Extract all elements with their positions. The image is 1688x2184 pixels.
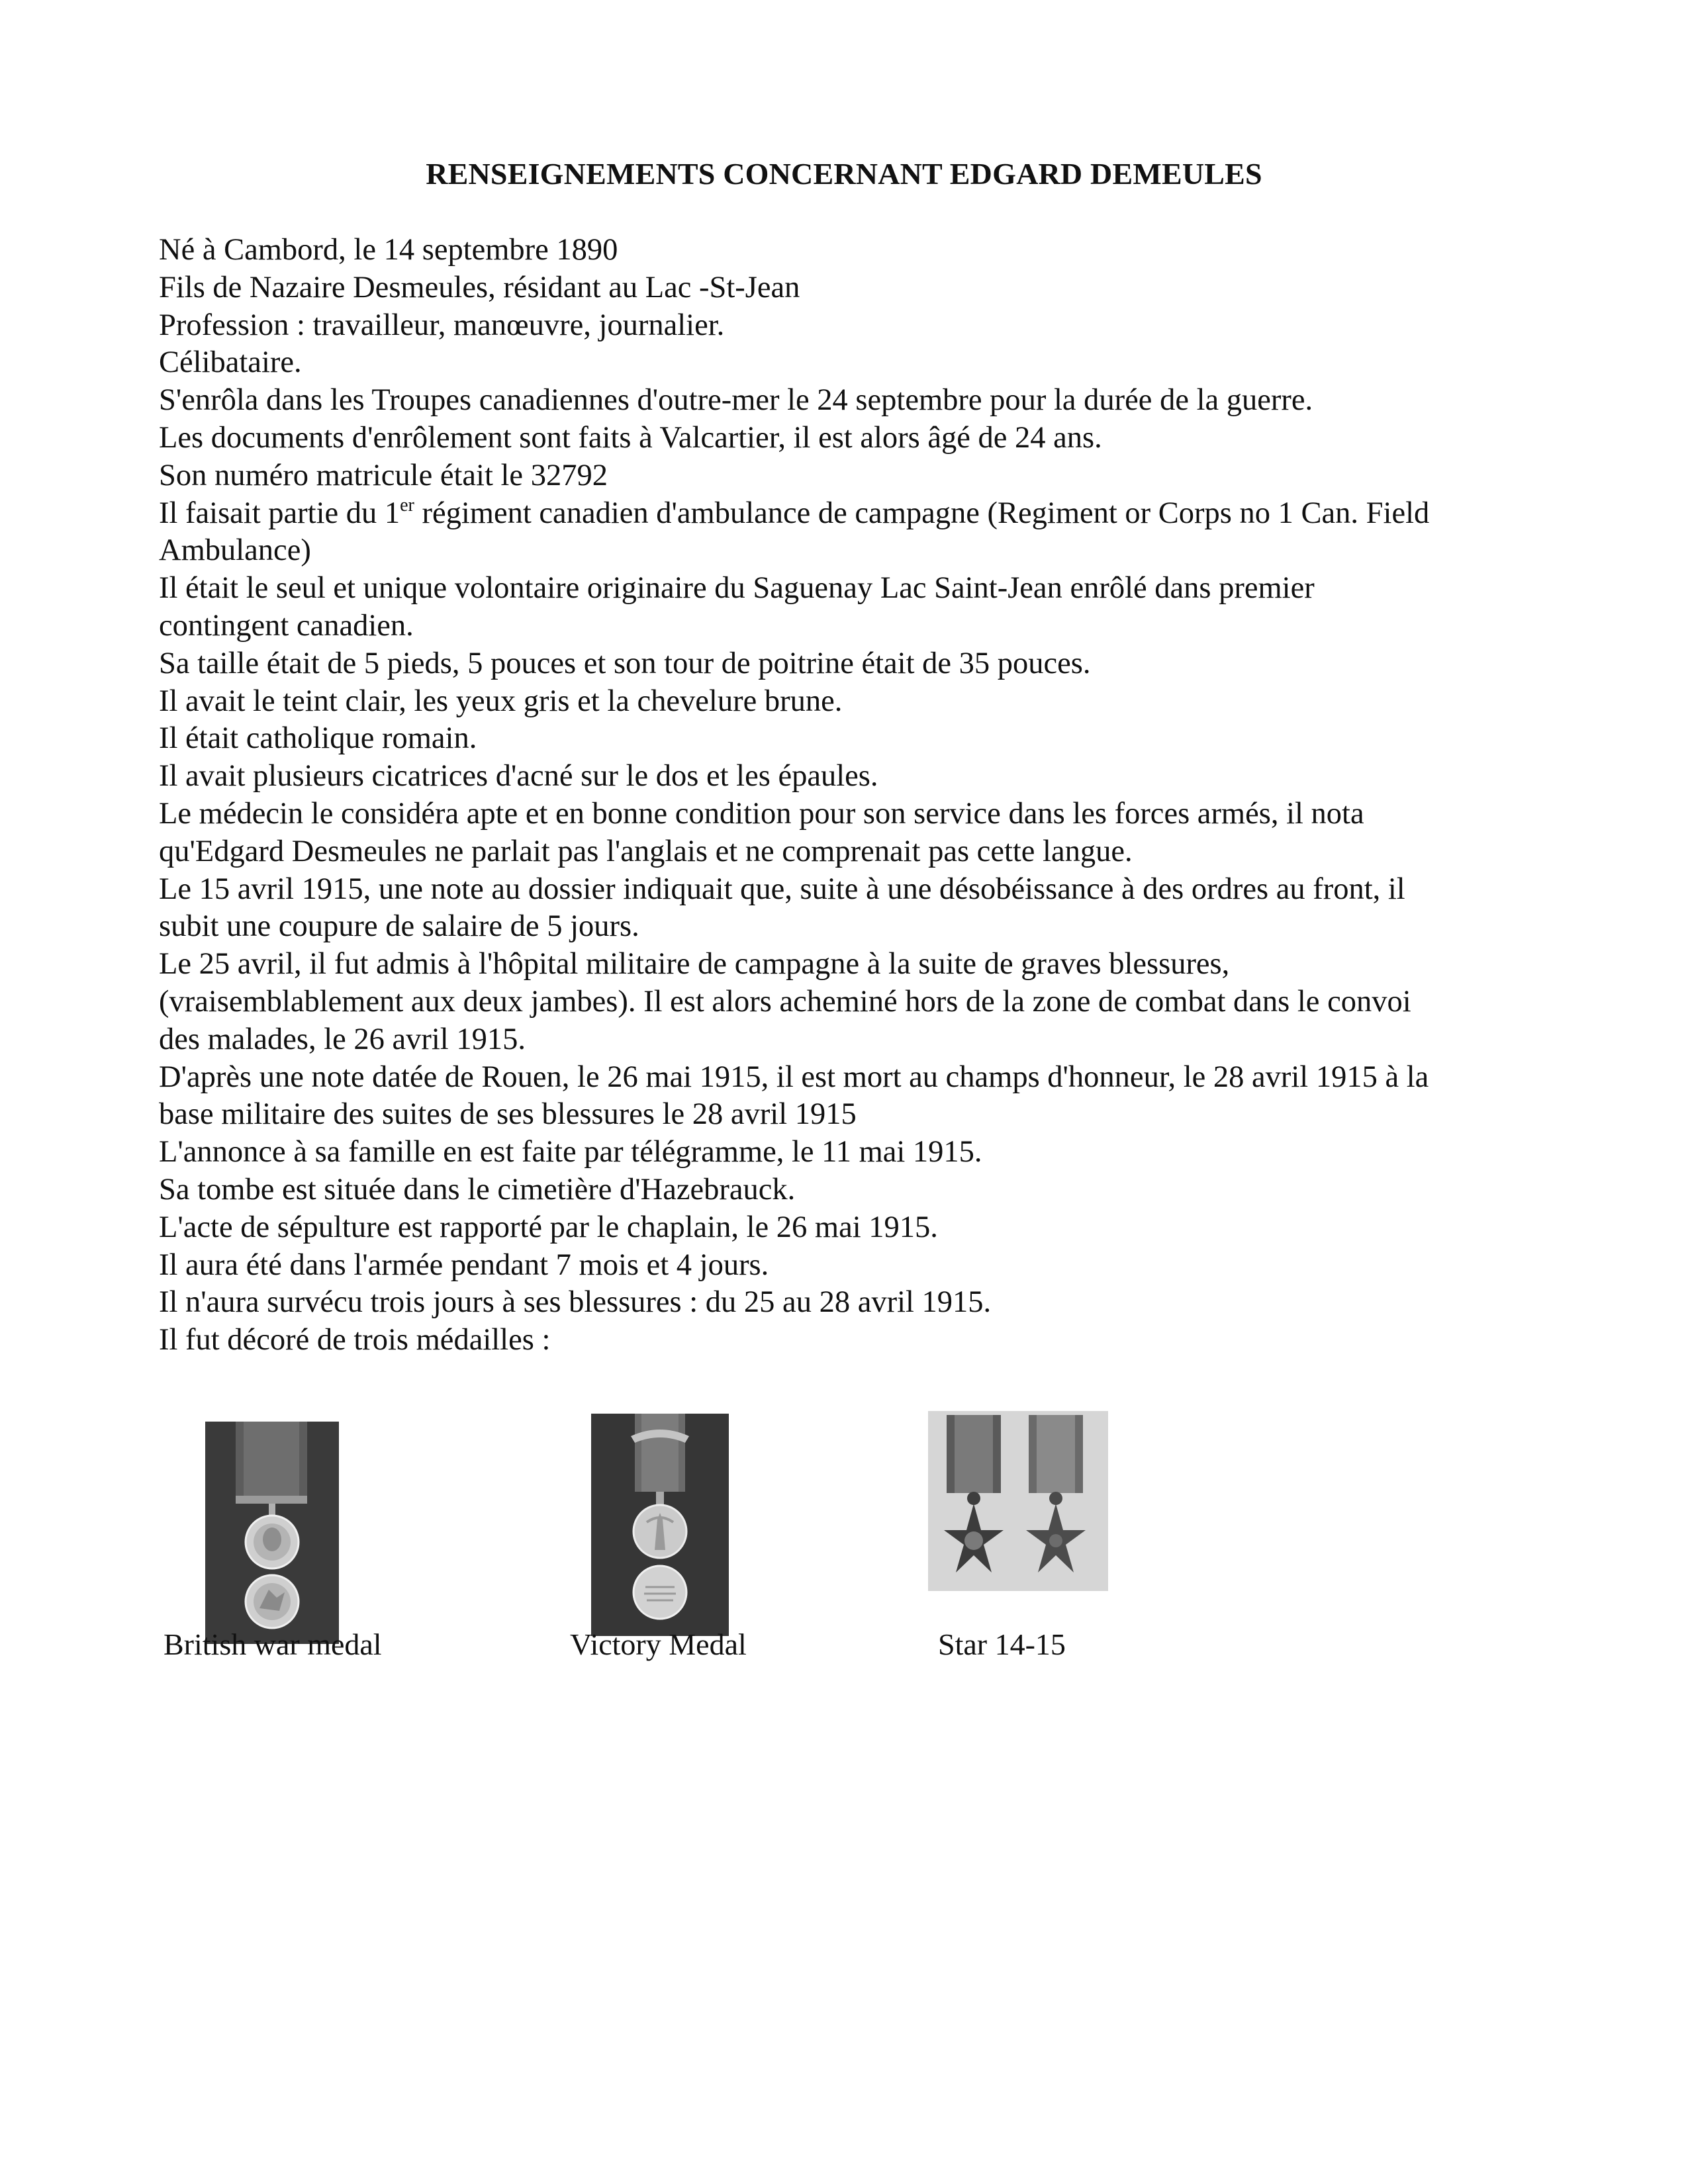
- star-1914-15-caption: Star 14-15: [938, 1627, 1066, 1661]
- text-line: base militaire des suites de ses blessures le 28 avril 1915: [159, 1097, 857, 1132]
- star-1914-15-icon: [928, 1411, 1108, 1591]
- text-line: Fils de Nazaire Desmeules, résidant au Lac -St-Jean: [159, 270, 800, 304]
- text-line: contingent canadien.: [159, 608, 414, 643]
- text-line: Il fut décoré de trois médailles :: [159, 1323, 551, 1357]
- text-line: Le 25 avril, il fut admis à l'hôpital militaire de campagne à la suite de graves blessures,: [159, 947, 1230, 981]
- text-line: Sa taille était de 5 pieds, 5 pouces et son tour de poitrine était de 35 pouces.: [159, 646, 1091, 680]
- text-line: Célibataire.: [159, 345, 302, 380]
- text-line: des malades, le 26 avril 1915.: [159, 1022, 526, 1056]
- text-line: Il avait plusieurs cicatrices d'acné sur le dos et les épaules.: [159, 759, 878, 794]
- document-title: RENSEIGNEMENTS CONCERNANT EDGARD DEMEULES: [426, 157, 1262, 191]
- text-line: Il aura été dans l'armée pendant 7 mois et 4 jours.: [159, 1248, 769, 1282]
- victory-medal-icon: [591, 1414, 729, 1636]
- text-line: Le 15 avril 1915, une note au dossier indiquait que, suite à une désobéissance à des ordres au front, il: [159, 872, 1405, 906]
- text-line: subit une coupure de salaire de 5 jours.: [159, 909, 639, 944]
- british-war-medal-caption: British war medal: [164, 1627, 382, 1661]
- text-line: L'acte de sépulture est rapporté par le chaplain, le 26 mai 1915.: [159, 1210, 938, 1244]
- text-line: Les documents d'enrôlement sont faits à Valcartier, il est alors âgé de 24 ans.: [159, 420, 1102, 455]
- text-line: Ambulance): [159, 533, 311, 568]
- text-line: Son numéro matricule était le 32792: [159, 458, 608, 492]
- victory-medal-caption: Victory Medal: [570, 1627, 747, 1661]
- ordinal-superscript: er: [400, 494, 414, 516]
- text-line: S'enrôla dans les Troupes canadiennes d'outre-mer le 24 septembre pour la durée de la guerre.: [159, 383, 1313, 418]
- text-line-regiment: [159, 495, 1549, 533]
- regiment-text-end: régiment canadien d'ambulance de campagne (Regiment or Corps no 1 Can. Field: [414, 496, 1430, 530]
- text-line: L'annonce à sa famille en est faite par télégramme, le 11 mai 1915.: [159, 1135, 982, 1169]
- text-line: Né à Cambord, le 14 septembre 1890: [159, 233, 618, 267]
- text-line: Profession : travailleur, manœuvre, journalier.: [159, 308, 725, 342]
- text-line: D'après une note datée de Rouen, le 26 mai 1915, il est mort au champs d'honneur, le 28 avril 1915 à la: [159, 1060, 1429, 1094]
- text-line: Le médecin le considéra apte et en bonne condition pour son service dans les forces armés, il nota: [159, 796, 1364, 831]
- text-line: (vraisemblablement aux deux jambes). Il est alors acheminé hors de la zone de combat dans le convoi: [159, 984, 1411, 1019]
- text-line: Il était catholique romain.: [159, 721, 477, 756]
- regiment-text-start: Il faisait partie du 1: [159, 496, 400, 530]
- document-body: [159, 232, 1549, 1359]
- british-war-medal-icon: [205, 1422, 339, 1644]
- text-line: Il était le seul et unique volontaire originaire du Saguenay Lac Saint-Jean enrôlé dans premier: [159, 571, 1315, 606]
- text-line: Il n'aura survécu trois jours à ses blessures : du 25 au 28 avril 1915.: [159, 1285, 992, 1320]
- text-line: Sa tombe est située dans le cimetière d'Hazebrauck.: [159, 1172, 796, 1206]
- text-line: Il avait le teint clair, les yeux gris et la chevelure brune.: [159, 684, 843, 718]
- text-line: qu'Edgard Desmeules ne parlait pas l'anglais et ne comprenait pas cette langue.: [159, 834, 1133, 868]
